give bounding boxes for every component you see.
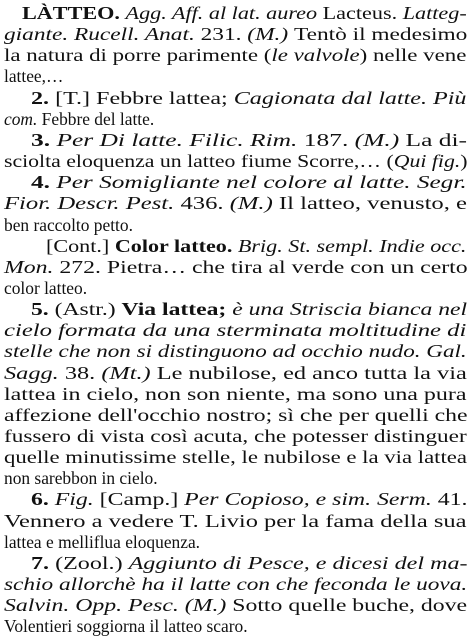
text-span: 231. — [200, 24, 248, 45]
text-span: Agg. Aff. al lat. aureo — [125, 3, 323, 23]
text-span: (Zool.) — [55, 552, 129, 573]
text-span: schio allorchè ha il latte con che feconda le uova. — [4, 574, 468, 595]
text-line — [4, 150, 468, 172]
text-span: (M.) — [247, 24, 294, 45]
text-line — [4, 594, 467, 616]
text-span: le valvole — [271, 45, 360, 66]
text-line — [4, 362, 467, 384]
text-span: stelle che non si distinguono ad occhio nudo. Gal. — [4, 341, 467, 362]
text-span: Qui fig. — [393, 151, 461, 172]
text-span: Brig. St. sempl. Indie occ. — [237, 235, 467, 256]
text-span: com. — [4, 108, 42, 129]
text-span: fussero di vista così acuta, che potesser distinguer — [4, 426, 467, 446]
text-span: quelle minutissime stelle, le nubilose e la via lattea — [4, 447, 467, 468]
text-span: LÀTTEO. — [22, 3, 126, 23]
text-span: 38. — [64, 362, 102, 383]
text-span: è una Striscia bianca nel — [232, 299, 468, 320]
text-span: Lacteus. — [322, 3, 403, 23]
text-line — [4, 425, 467, 447]
text-line — [4, 65, 63, 87]
text-span: la natura di porre parimente ( — [4, 45, 272, 66]
text-span: Per Somigliante nel colore al latte. Segr. — [56, 172, 467, 193]
text-span: 6. — [31, 489, 55, 510]
text-span: Fig. — [54, 489, 100, 510]
text-span: 7. — [31, 552, 56, 573]
text-span: Febbre del latte. — [41, 108, 155, 129]
text-span: lattea in cielo, non son niente, ma sono una pura — [4, 383, 467, 404]
text-span: 436. — [180, 193, 230, 214]
text-line — [4, 615, 248, 637]
text-line — [31, 488, 467, 510]
text-span: 3. — [31, 129, 57, 150]
text-span: (Astr.) — [54, 299, 122, 320]
text-line — [4, 573, 467, 595]
text-line — [4, 467, 158, 489]
text-span: affezione dell'occhio nostro; sì che per quelli che — [4, 404, 468, 425]
text-span: ) nelle vene — [359, 45, 467, 66]
text-span: lattea e melliflua eloquenza. — [4, 531, 201, 552]
text-span: Le nubilose, ed anco tutta la via — [156, 362, 467, 383]
text-span: Color latteo. — [114, 235, 238, 256]
text-line — [4, 340, 467, 362]
text-span: (M.) — [229, 193, 279, 214]
text-span: cielo formata da una sterminata moltitudine di — [4, 320, 467, 341]
text-line — [4, 531, 200, 553]
text-line — [4, 277, 87, 299]
text-span: 4. — [31, 172, 57, 193]
text-span: [Cont.] — [46, 235, 115, 256]
text-span: 187. — [303, 129, 355, 150]
text-span: (M.) — [354, 129, 406, 150]
text-span: Sotto quelle buche, dove — [232, 595, 468, 616]
text-span: [Camp.] — [99, 489, 185, 510]
text-line — [4, 404, 467, 426]
text-span: Il latteo, venusto, e — [278, 193, 467, 214]
text-line — [4, 319, 466, 341]
text-span: ben raccolto petto. — [4, 214, 133, 235]
text-span: 2. — [31, 87, 56, 108]
text-span: Per Di latte. Filic. Rim. — [56, 129, 304, 150]
text-span: Cagionata dal latte. Più — [233, 87, 467, 108]
text-span: [T.] Febbre lattea; — [55, 87, 234, 108]
text-line — [46, 235, 466, 257]
text-line — [31, 171, 467, 193]
text-span: (Mt.) — [101, 362, 157, 383]
text-span: Sagg. — [4, 362, 65, 383]
text-line — [4, 192, 467, 214]
text-line — [22, 2, 467, 24]
text-span: lattee,… — [4, 66, 64, 87]
text-line — [4, 44, 466, 66]
text-line — [31, 129, 467, 151]
text-span: Via lattea; — [121, 299, 233, 320]
text-span: Fior. Descr. Pest. — [4, 193, 181, 214]
text-line — [4, 383, 467, 405]
text-line — [31, 298, 467, 320]
text-span: non sarebbon in cielo. — [4, 468, 158, 489]
text-span: Aggiunto di Pesce, e dicesi del ma- — [128, 552, 468, 573]
text-line — [31, 87, 466, 109]
text-span: La di- — [405, 129, 467, 150]
text-span: 41. — [437, 489, 468, 510]
text-line — [4, 214, 133, 236]
text-line — [4, 510, 467, 532]
text-span: Tentò il medesimo — [293, 24, 468, 45]
text-span: sciolta eloquenza un latteo fiume Scorre,… ( — [4, 151, 394, 172]
text-span: Mon. — [4, 256, 60, 277]
text-line — [31, 552, 468, 574]
text-span: Latteg- — [402, 3, 467, 23]
text-line — [4, 108, 154, 130]
text-span: Volentieri soggiorna il latteo scaro. — [4, 616, 248, 637]
text-span: 272. Pietra… che tira al verde con un certo — [59, 256, 468, 277]
text-span: giante. Rucell. Anat. — [4, 24, 201, 45]
text-line — [4, 446, 467, 468]
text-span: Per Copioso, e sim. Serm. — [184, 489, 438, 510]
text-span: (M.) — [184, 595, 233, 616]
text-span: Vennero a vedere T. Livio per la fama della sua — [4, 510, 467, 531]
text-line — [4, 256, 468, 278]
text-span: color latteo. — [4, 277, 88, 298]
text-span: ) — [460, 151, 468, 172]
text-line — [4, 23, 467, 45]
text-span: 5. — [31, 299, 55, 320]
text-span: Salvin. Opp. Pesc. — [4, 595, 185, 616]
